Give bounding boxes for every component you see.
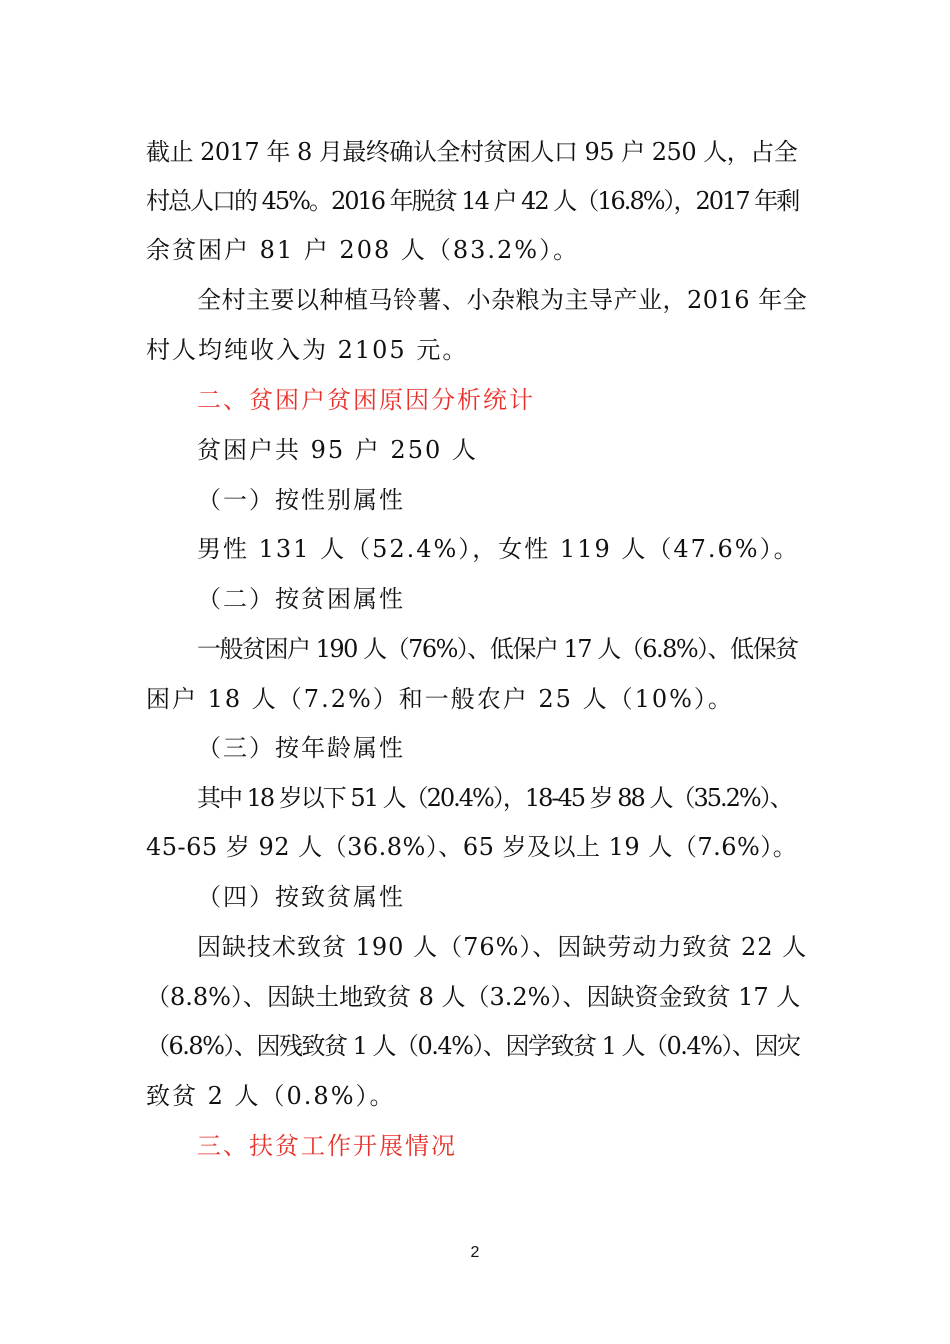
paragraph-line: 其中 18 岁以下 51 人（20.4%），18-45 岁 88 人（35.2%）、 bbox=[197, 784, 792, 812]
paragraph-line: 余贫困户 81 户 208 人（83.2%）。 bbox=[146, 236, 580, 264]
subsection-heading: （四）按致贫属性 bbox=[197, 883, 405, 911]
paragraph-line: 因缺技术致贫 190 人（76%）、因缺劳动力致贫 22 人 bbox=[197, 933, 808, 961]
paragraph-line: 45-65 岁 92 人（36.8%）、65 岁及以上 19 人（7.6%）。 bbox=[146, 833, 798, 861]
paragraph-line: 男性 131 人（52.4%），女性 119 人（47.6%）。 bbox=[197, 535, 800, 563]
paragraph-line: 全村主要以种植马铃薯、小杂粮为主导产业，2016 年全 bbox=[197, 286, 808, 314]
paragraph-line: 村总人口的 45%。2016 年脱贫 14 户 42 人（16.8%），2017 年剩 bbox=[146, 187, 799, 215]
section-heading: 二、贫困户贫困原因分析统计 bbox=[197, 386, 535, 414]
paragraph-line: 贫困户共 95 户 250 人 bbox=[197, 436, 478, 464]
paragraph-line: 村人均纯收入为 2105 元。 bbox=[146, 336, 469, 364]
paragraph-line: 致贫 2 人（0.8%）。 bbox=[146, 1082, 396, 1110]
paragraph-line: 截止 2017 年 8 月最终确认全村贫困人口 95 户 250 人，占全 bbox=[146, 138, 798, 166]
paragraph-line: 困户 18 人（7.2%）和一般农户 25 人（10%）。 bbox=[146, 685, 734, 713]
paragraph-line: （8.8%）、因缺土地致贫 8 人（3.2%）、因缺资金致贫 17 人 bbox=[146, 983, 801, 1011]
section-heading: 三、扶贫工作开展情况 bbox=[197, 1132, 457, 1160]
subsection-heading: （二）按贫困属性 bbox=[197, 585, 405, 613]
paragraph-line: 一般贫困户 190 人（76%）、低保户 17 人（6.8%）、低保贫 bbox=[197, 635, 798, 663]
paragraph-line: （6.8%）、因残致贫 1 人（0.4%）、因学致贫 1 人（0.4%）、因灾 bbox=[146, 1032, 800, 1060]
page-number: 2 bbox=[470, 1244, 480, 1261]
subsection-heading: （一）按性别属性 bbox=[197, 486, 405, 514]
subsection-heading: （三）按年龄属性 bbox=[197, 734, 405, 762]
